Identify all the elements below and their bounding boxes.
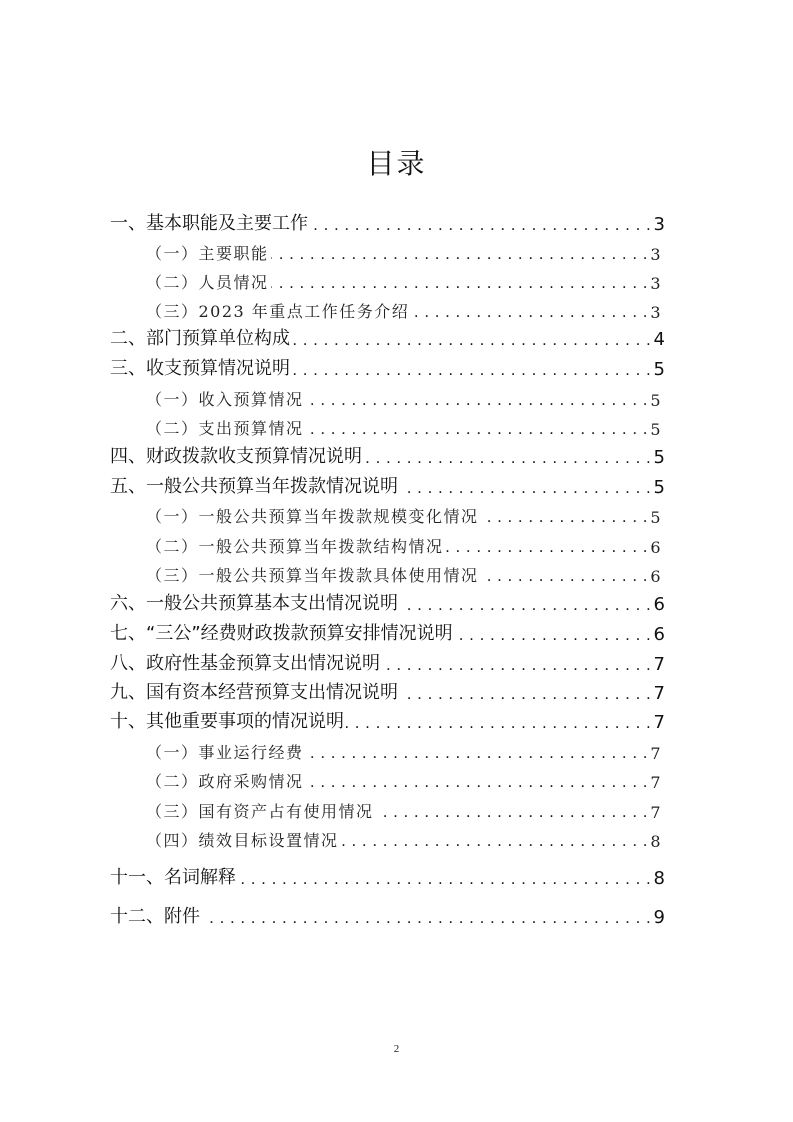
toc-entry-page: 6 [650, 567, 662, 586]
dot-leader [271, 242, 649, 264]
toc-entry-page: 7 [650, 744, 662, 763]
toc-entry-page: 5 [653, 359, 665, 380]
toc-entry-1-1[interactable] [146, 234, 662, 264]
toc-entry-page: 3 [650, 274, 662, 293]
toc-entry-label: （二）政府采购情况 [146, 772, 304, 791]
toc-entry-10-4[interactable] [146, 821, 662, 851]
toc-entry-5-3[interactable] [146, 556, 662, 586]
toc-entry-label: （二）一般公共预算当年拨款结构情况 [146, 537, 444, 556]
dot-leader [306, 741, 649, 763]
toc-entry-page: 3 [650, 245, 662, 264]
toc-entry-3-1[interactable] [146, 380, 662, 410]
toc-entry-label: 八、政府性基金预算支出情况说明 [110, 653, 380, 674]
toc-entry-6[interactable] [110, 585, 665, 615]
toc-entry-10[interactable] [110, 703, 665, 733]
toc-entry-label: （一）事业运行经费 [146, 743, 304, 762]
toc-entry-page: 7 [650, 803, 662, 822]
toc-entry-page: 7 [653, 683, 665, 704]
toc-entry-label: 五、一般公共预算当年拨款情况说明 [110, 476, 398, 497]
toc-entry-label: 十、其他重要事项的情况说明 [110, 711, 344, 732]
toc-entry-7[interactable] [110, 615, 665, 645]
toc-entry-page: 6 [653, 594, 665, 615]
toc-entry-label: （四）绩效目标设置情况 [146, 831, 339, 850]
dot-leader [400, 682, 652, 704]
toc-entry-label: 十一、名词解释 [110, 867, 236, 888]
dot-leader [202, 906, 652, 928]
toc-entry-12[interactable] [110, 898, 665, 928]
toc-entry-label: （一）一般公共预算当年拨款规模变化情况 [146, 507, 479, 526]
dot-leader [306, 417, 649, 439]
toc-entry-page: 7 [653, 712, 665, 733]
toc-entry-label: 一、基本职能及主要工作 [110, 213, 308, 234]
toc-entry-page: 7 [650, 773, 662, 792]
toc-entry-label: （二）人员情况 [146, 273, 269, 292]
toc-entry-page: 8 [650, 832, 662, 851]
dot-leader [310, 213, 652, 235]
dot-leader [400, 476, 652, 498]
toc-entry-label: （一）收入预算情况 [146, 390, 304, 409]
toc-entry-4[interactable] [110, 438, 665, 468]
toc-entry-page: 8 [653, 868, 665, 889]
toc-entry-5[interactable] [110, 468, 665, 498]
toc-entry-page: 5 [650, 391, 662, 410]
toc-entry-page: 9 [653, 907, 665, 928]
dot-leader [306, 770, 649, 792]
dot-leader [411, 300, 648, 322]
dot-leader [238, 867, 652, 889]
toc-entry-label: （三）国有资产占有使用情况 [146, 802, 374, 821]
toc-entry-page: 5 [653, 447, 665, 468]
toc-entry-page: 3 [650, 303, 662, 322]
toc-entry-5-2[interactable] [146, 527, 662, 557]
toc-entry-label: 十二、附件 [110, 906, 200, 927]
dot-leader [341, 829, 649, 851]
toc-entry-page: 7 [653, 654, 665, 675]
dot-leader [306, 388, 649, 410]
dot-leader [455, 623, 652, 645]
toc-entry-10-2[interactable] [146, 762, 662, 792]
toc-entry-page: 5 [650, 420, 662, 439]
dot-leader [400, 593, 652, 615]
toc-entry-page: 6 [650, 538, 662, 557]
toc-entry-page: 3 [653, 214, 665, 235]
dot-leader [446, 535, 649, 557]
toc-entry-label: （一）主要职能 [146, 244, 269, 263]
dot-leader [481, 564, 649, 586]
toc-entry-3-2[interactable] [146, 409, 662, 439]
toc-entry-label: 四、财政拨款收支预算情况说明 [110, 446, 362, 467]
toc-entry-3[interactable] [110, 350, 665, 380]
dot-leader [481, 505, 649, 527]
toc-entry-page: 5 [650, 508, 662, 527]
toc-entry-10-3[interactable] [146, 792, 662, 822]
dot-leader [382, 653, 652, 675]
toc-entry-label: 七、“三公”经费财政拨款预算安排情况说明 [110, 623, 453, 644]
toc-entry-label: 六、一般公共预算基本支出情况说明 [110, 593, 398, 614]
toc-entry-1[interactable] [110, 205, 665, 235]
toc-entry-9[interactable] [110, 674, 665, 704]
toc-entry-1-2[interactable] [146, 263, 662, 293]
toc-entry-8[interactable] [110, 645, 665, 675]
dot-leader [292, 358, 652, 380]
toc-entry-10-1[interactable] [146, 733, 662, 763]
toc-entry-5-1[interactable] [146, 497, 662, 527]
toc-entry-label: （三）一般公共预算当年拨款具体使用情况 [146, 566, 479, 585]
dot-leader [376, 800, 649, 822]
dot-leader [271, 271, 649, 293]
toc-entry-page: 6 [653, 624, 665, 645]
toc-entry-label: （二）支出预算情况 [146, 419, 304, 438]
dot-leader [364, 446, 652, 468]
dot-leader [292, 328, 652, 350]
toc-entry-label: 二、部门预算单位构成 [110, 328, 290, 349]
toc-entry-page: 4 [653, 329, 665, 350]
toc-entry-1-3[interactable] [146, 292, 662, 322]
toc-entry-page: 5 [653, 477, 665, 498]
toc-entry-label: （三）2023 年重点工作任务介绍 [146, 302, 410, 321]
toc-entry-label: 三、收支预算情况说明 [110, 358, 290, 379]
toc-entry-11[interactable] [110, 859, 665, 889]
toc-entry-label: 九、国有资本经营预算支出情况说明 [110, 682, 398, 703]
page-number: 2 [393, 1043, 400, 1055]
toc-title: 目录 [366, 147, 427, 180]
dot-leader [346, 711, 652, 733]
toc-entry-2[interactable] [110, 320, 665, 350]
